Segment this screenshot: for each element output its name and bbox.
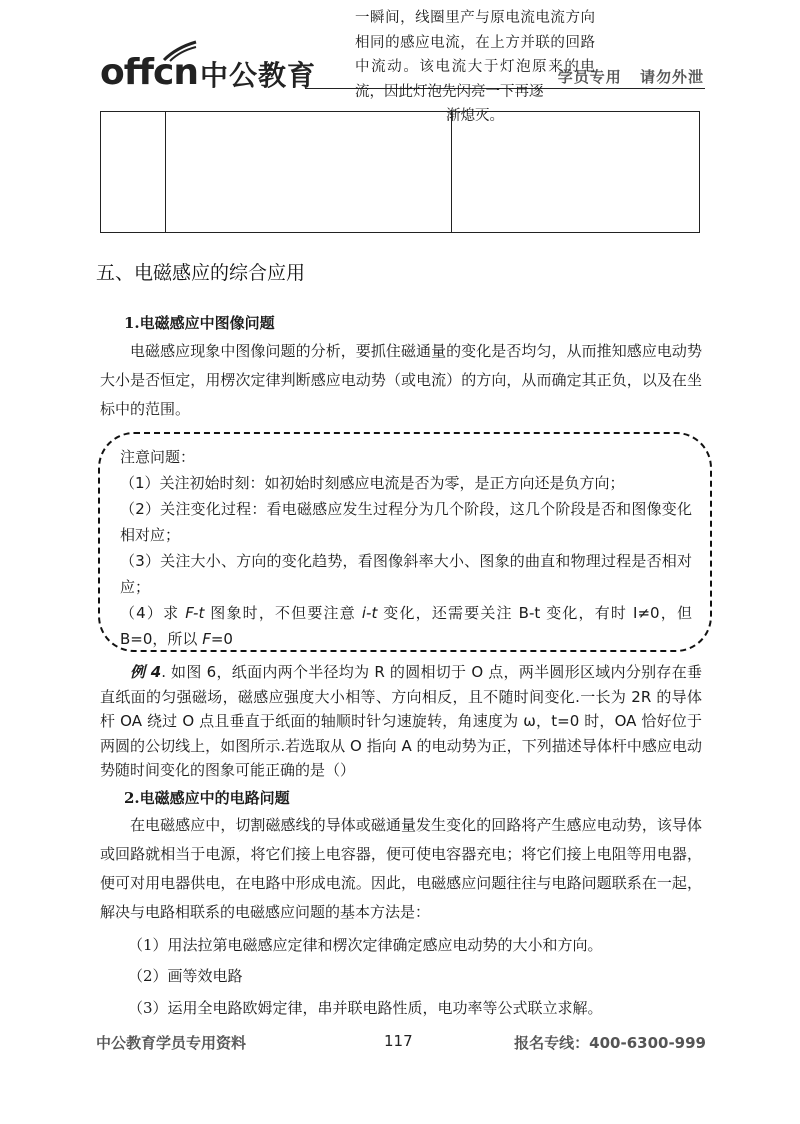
method-step-1: （1）用法拉第电磁感应定律和楞次定律确定感应电动势的大小和方向。 bbox=[128, 936, 603, 954]
method-step-3: （3）运用全电路欧姆定律，串并联电路性质，电功率等公式联立求解。 bbox=[128, 999, 603, 1017]
example-4 bbox=[100, 660, 702, 783]
note-item-4-part: （4）求 bbox=[120, 604, 180, 622]
note-item-4 bbox=[120, 600, 692, 652]
note-item-4-math-ft: F-t bbox=[185, 604, 205, 622]
note-item-4-math-f: F bbox=[202, 630, 211, 648]
note-item-4-part: =0 bbox=[210, 630, 233, 648]
logo-latin-text: offcn bbox=[100, 52, 199, 93]
header-tag-students-only: 学员专用 bbox=[557, 68, 622, 86]
note-content bbox=[120, 444, 692, 652]
note-item-1: （1）关注初始时刻：如初始时刻感应电流是否为零，是正方向还是负方向； bbox=[120, 474, 625, 492]
note-item-4-part: 变化，还需要关注 B-t 变化，有时 I≠0，但 B=0，所以 bbox=[120, 604, 692, 648]
subsection-title-circuit-problems: 2.电磁感应中的电路问题 bbox=[124, 789, 290, 807]
subsection-title-image-problems: 1.电磁感应中图像问题 bbox=[124, 314, 275, 332]
footer-hotline: 报名专线：400-6300-999 bbox=[514, 1034, 706, 1052]
table-column-divider bbox=[451, 112, 452, 232]
example-text: . 如图 6，纸面内两个半径均为 R 的圆相切于 O 点，两半圆形区域内分别存在垂直纸面的匀强磁场，磁感应强度大小相等、方向相反，且不随时间变化.一长为 2R 的导体杆 OA 绕过 O 点且垂直于纸面的轴顺时针匀速旋转，角速度为 ω，t=0 时，OA 恰好位于两圆的公切线上，如图所示.若选取从 O 指向 A 的电动势为正，下列描述导体杆中感应电动势随时间变化的图象可能正确的是（） bbox=[100, 663, 702, 779]
note-item-2: （2）关注变化过程：看电磁感应发生过程分为几个阶段，这几个阶段是否和图像变化相对应； bbox=[120, 500, 692, 544]
method-step-2: （2）画等效电路 bbox=[128, 967, 243, 985]
logo-chinese-text: 中公教育 bbox=[200, 59, 317, 92]
continued-table bbox=[100, 111, 700, 233]
example-label: 例 4 bbox=[130, 663, 162, 681]
footer-left-text: 中公教育学员专用资料 bbox=[96, 1034, 247, 1052]
note-item-3: （3）关注大小、方向的变化趋势，看图像斜率大小、图象的曲直和物理过程是否相对应； bbox=[120, 552, 692, 596]
note-title: 注意问题： bbox=[120, 448, 196, 466]
note-item-4-math-it: i-t bbox=[361, 604, 378, 622]
paragraph-image-problems: 电磁感应现象中图像问题的分析，要抓住磁通量的变化是否均匀，从而推知感应电动势大小是否恒定，用楞次定律判断感应电动势（或电流）的方向，从而确定其正负，以及在坐标中的范围。 bbox=[100, 342, 702, 418]
logo-swoosh-icon bbox=[162, 40, 198, 62]
note-item-4-part: 图象时，不但要注意 bbox=[210, 604, 356, 622]
page-number: 117 bbox=[384, 1032, 413, 1050]
table-cell-body: 一瞬间，线圈里产与原电流电流方向相同的感应电流，在上方并联的回路中流动。该电流大于灯泡原来的电流，因此灯泡先闪亮一下再逐 bbox=[355, 10, 595, 100]
section-title: 五、电磁感应的综合应用 bbox=[96, 262, 306, 284]
paragraph-circuit-problems: 在电磁感应中，切割磁感线的导体或磁通量发生变化的回路将产生感应电动势，该导体或回路就相当于电源，将它们接上电容器，便可使电容器充电；将它们接上电阻等用电器，便可对用电器供电，在电路中形成电流。因此，电磁感应问题往往与电路问题联系在一起，解决与电路相联系的电磁感应问题的基本方法是： bbox=[100, 816, 702, 921]
table-cell-text bbox=[355, 6, 595, 129]
table-cell-last-line: 渐熄灭。 bbox=[446, 108, 504, 124]
table-column-divider bbox=[165, 112, 166, 232]
brand-logo bbox=[100, 40, 320, 93]
header-tag-no-leak: 请勿外泄 bbox=[639, 68, 704, 86]
